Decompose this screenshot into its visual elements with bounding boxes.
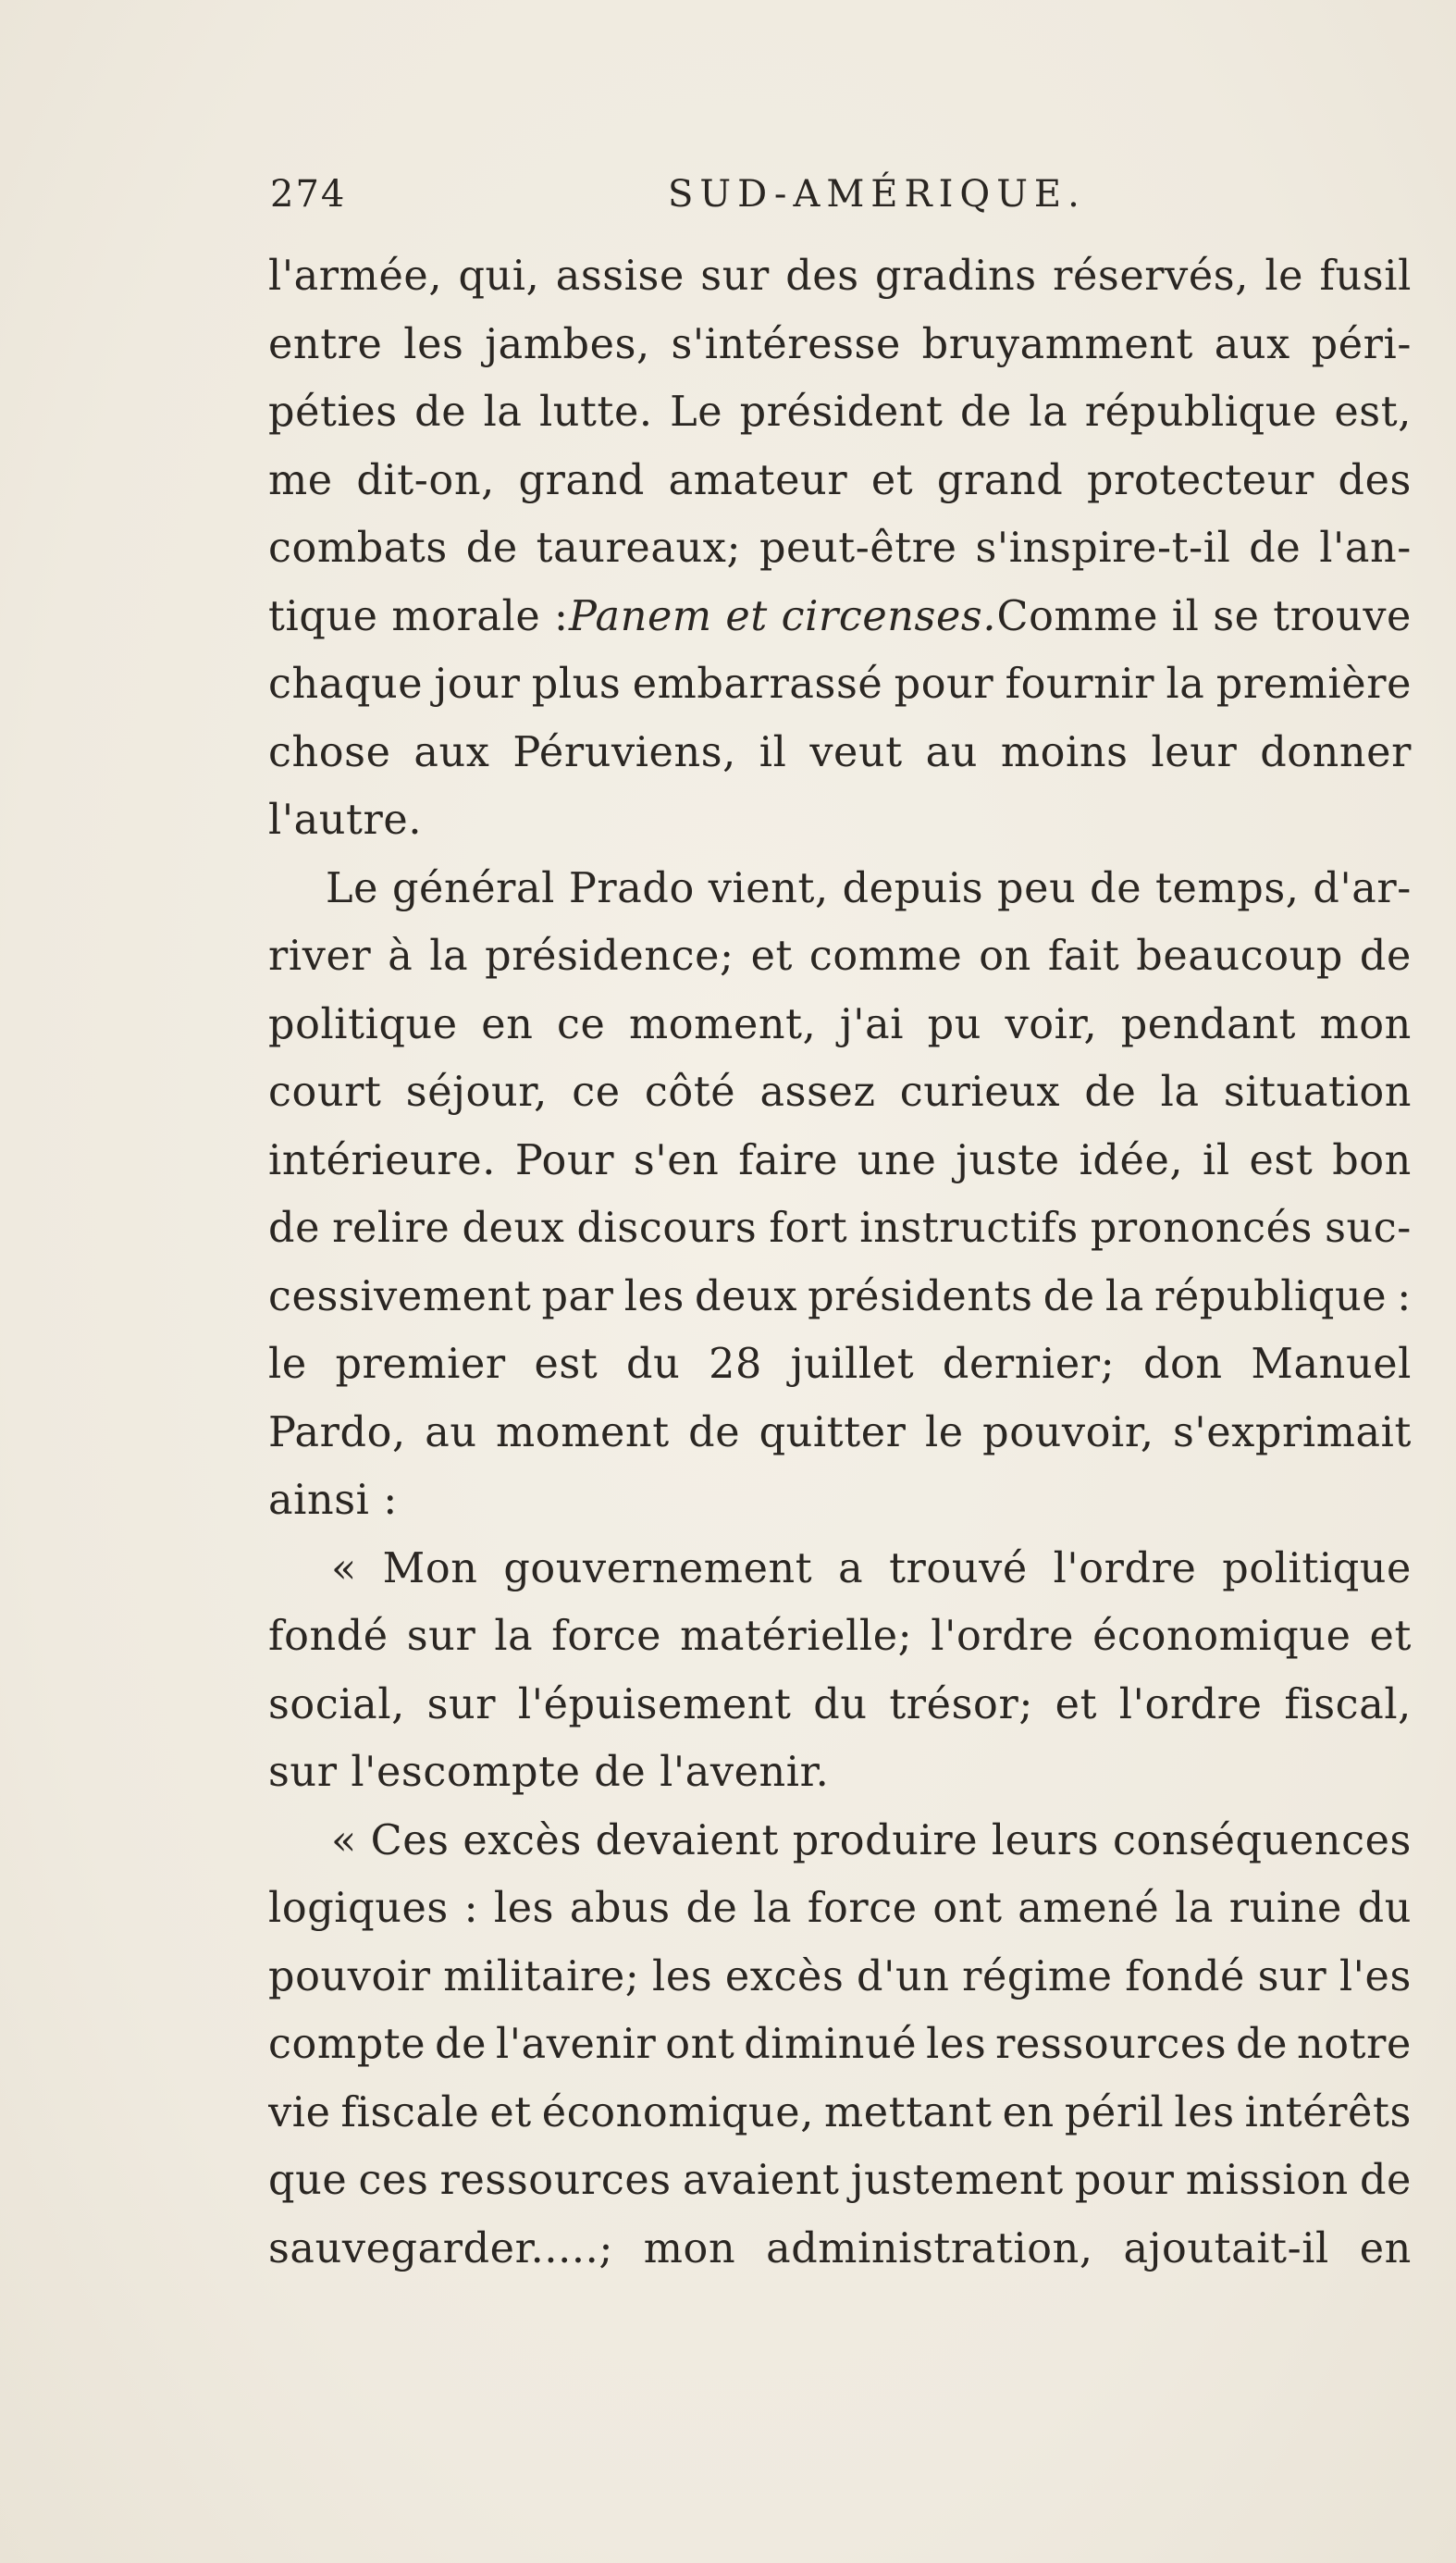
text-fragment: Comme il se trouve — [996, 592, 1412, 640]
text-line: vie fiscale et économique, mettant en péril les intérêts — [268, 2088, 1412, 2136]
text-line: intérieure. Pour s'en faire une juste idée, il est bon — [268, 1136, 1412, 1184]
text-line: l'autre. — [268, 797, 423, 844]
body-text — [268, 242, 1412, 2283]
text-line: fondé sur la force matérielle; l'ordre économique et — [268, 1613, 1412, 1660]
text-line: péties de la lutte. Le président de la république est, — [268, 389, 1412, 436]
text-line: social, sur l'épuisement du trésor; et l'ordre fiscal, — [268, 1680, 1412, 1728]
text-line: pouvoir militaire; les excès d'un régime fondé sur l'es — [268, 1952, 1412, 2000]
text-line: me dit-on, grand amateur et grand protecteur des — [268, 456, 1412, 504]
text-line: chaque jour plus embarrassé pour fournir la première — [268, 661, 1412, 708]
text-line: combats de taureaux; peut-être s'inspire-t-il de l'an- — [268, 525, 1412, 572]
text-line-mixed — [268, 583, 1412, 651]
text-line: l'armée, qui, assise sur des gradins réservés, le fusil — [268, 253, 1412, 300]
text-line: court séjour, ce côté assez curieux de la situation — [268, 1069, 1412, 1116]
text-line: ainsi : — [268, 1477, 398, 1524]
running-title: SUD-AMÉRIQUE. — [668, 173, 1086, 216]
text-line: que ces ressources avaient justement pour mission de — [268, 2157, 1412, 2204]
text-line: le premier est du 28 juillet dernier; don Manuel — [268, 1341, 1412, 1388]
latin-phrase: Panem et circenses. — [569, 592, 997, 640]
text-line: cessivement par les deux présidents de la république : — [268, 1272, 1412, 1320]
text-line: chose aux Péruviens, il veut au moins leur donner — [268, 728, 1412, 776]
text-line: Pardo, au moment de quitter le pouvoir, s'exprimait — [268, 1408, 1412, 1456]
text-line: compte de l'avenir ont diminué les ressources de notre — [268, 2021, 1412, 2068]
page-number: 274 — [270, 173, 347, 216]
text-line: sauvegarder.....; mon administration, ajoutait-il en — [268, 2224, 1412, 2272]
text-fragment: tique morale : — [268, 592, 569, 640]
text-line: entre les jambes, s'intéresse bruyamment aux péri- — [268, 320, 1412, 368]
text-line: Le général Prado vient, depuis peu de temps, d'ar- — [326, 864, 1412, 912]
text-line: « Ces excès devaient produire leurs conséquences — [331, 1816, 1412, 1864]
text-line: river à la présidence; et comme on fait beaucoup de — [268, 933, 1412, 980]
text-line: politique en ce moment, j'ai pu voir, pendant mon — [268, 1000, 1412, 1048]
text-line: « Mon gouvernement a trouvé l'ordre politique — [331, 1544, 1412, 1592]
text-line: sur l'escompte de l'avenir. — [268, 1749, 830, 1796]
page-header — [270, 167, 1426, 222]
text-line: logiques : les abus de la force ont amené la ruine du — [268, 1885, 1412, 1932]
text-line: de relire deux discours fort instructifs prononcés suc- — [268, 1205, 1412, 1252]
